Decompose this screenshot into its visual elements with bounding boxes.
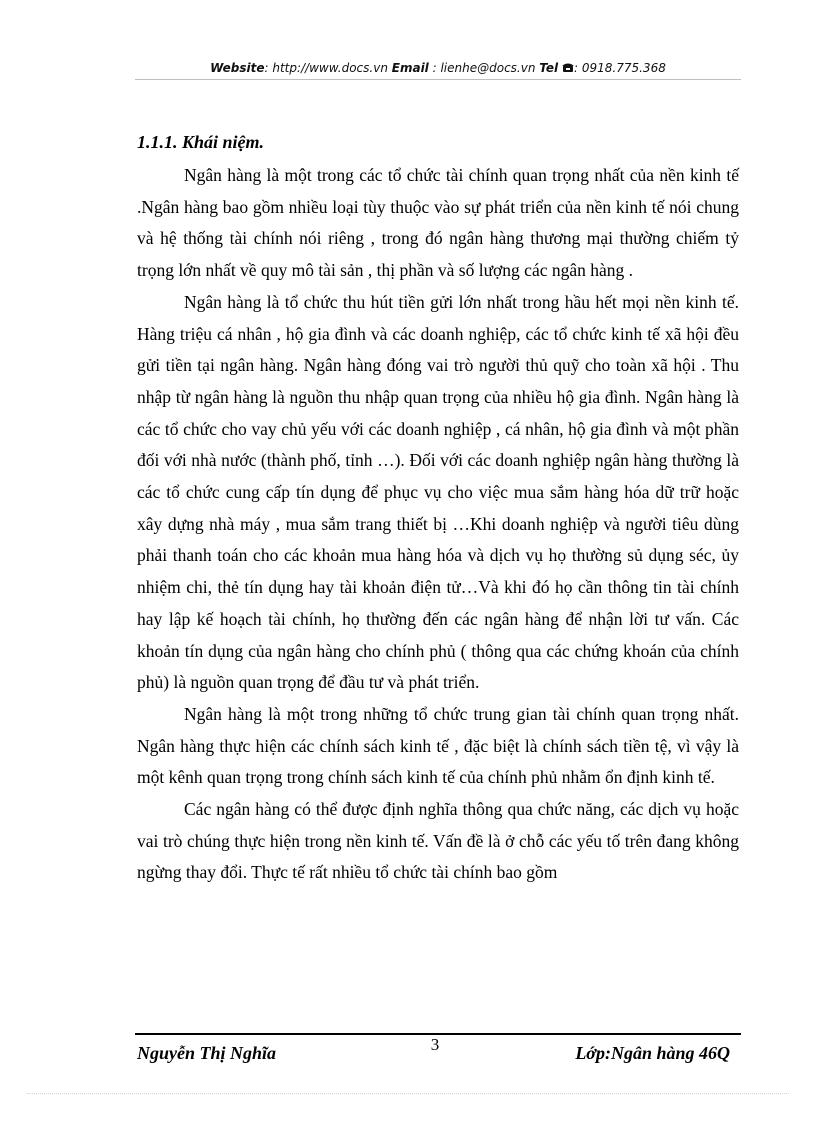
bottom-dotted-border (27, 1093, 789, 1094)
paragraph: Các ngân hàng có thể được định nghĩa thông qua chức năng, các dịch vụ hoặc vai trò chúng thực hiện trong nền kinh tế. Vấn đề là ở chỗ các yếu tố trên đang không ngừng thay đổi. Thực tế rất nhiều tổ chức tài chính bao gồm (137, 799, 739, 883)
paragraph: Ngân hàng là một trong những tổ chức trung gian tài chính quan trọng nhất. Ngân hàng thực hiện các chính sách kinh tế , đặc biệt là chính sách tiền tệ, vì vậy là một kênh quan trọng trong chính sách kinh tế của chính phủ nhằm ổn định kinh tế. (137, 703, 739, 788)
section-heading: 1.1.1. Khái niệm. (137, 132, 265, 152)
paragraph: Ngân hàng là tổ chức thu hút tiền gửi lớn nhất trong hầu hết mọi nền kinh tế. Hàng triệu cá nhân , hộ gia đình và các doanh nghiệp, các tổ chức kinh tế xã hội đều gửi tiền tại ngân hàng. Ngân hàng đóng vai trò người thủ quỹ cho toàn xã hội . Thu nhập từ ngân hàng là nguồn thu nhập quan trọng của nhiều hộ gia đình. Ngân hàng là các tổ chức cho vay chủ yếu với các doanh nghiệp , cá nhân, hộ gia đình và một phần đối với nhà nước (thành phố, tỉnh …). Đối với các doanh nghiệp ngân hàng thường là các tổ chức cung cấp tín dụng để phục vụ cho việc mua sắm hàng hóa dữ trữ hoặc xây dựng nhà máy , mua sắm trang thiết bị …Khi doanh nghiệp và người tiêu dùng phải thanh toán cho các khoản mua hàng hóa và dịch vụ họ thường sủ dụng séc, ủy nhiệm chi, thẻ tín dụng hay tài khoản điện tử…Và khi đó họ cần thông tin tài chính hay lập kế hoạch tài chính, họ thường đến các ngân hàng để nhận lời tư vấn. Các khoản tín dụng của ngân hàng cho chính phủ ( thông qua các chứng khoán của chính phủ) là nguồn quan trọng để đầu tư và phát triển. (137, 291, 739, 693)
header-divider (135, 79, 741, 80)
body-text (137, 160, 739, 889)
tel-label: Tel (539, 61, 559, 75)
page-header (135, 61, 741, 79)
email-value: : lienhe@docs.vn (428, 61, 536, 75)
tel-value: : 0918.775.368 (574, 61, 666, 75)
website-label: Website (210, 61, 265, 75)
website-value: : http://www.docs.vn (264, 61, 388, 75)
phone-icon (562, 62, 574, 76)
footer-class: Lớp:Ngân hàng 46Q (575, 1043, 730, 1063)
page-number: 3 (430, 1035, 440, 1054)
email-label: Email (391, 61, 429, 75)
footer-author: Nguyễn Thị Nghĩa (137, 1043, 277, 1063)
paragraph: Ngân hàng là một trong các tổ chức tài chính quan trọng nhất của nền kinh tế .Ngân hàng bao gồm nhiều loại tùy thuộc vào sự phát triển của nền kinh tế nói chung và hệ thống tài chính nói riêng , trong đó ngân hàng thương mại thường chiếm tỷ trọng lớn nhất về quy mô tài sản , thị phần và số lượng các ngân hàng . (137, 165, 739, 281)
